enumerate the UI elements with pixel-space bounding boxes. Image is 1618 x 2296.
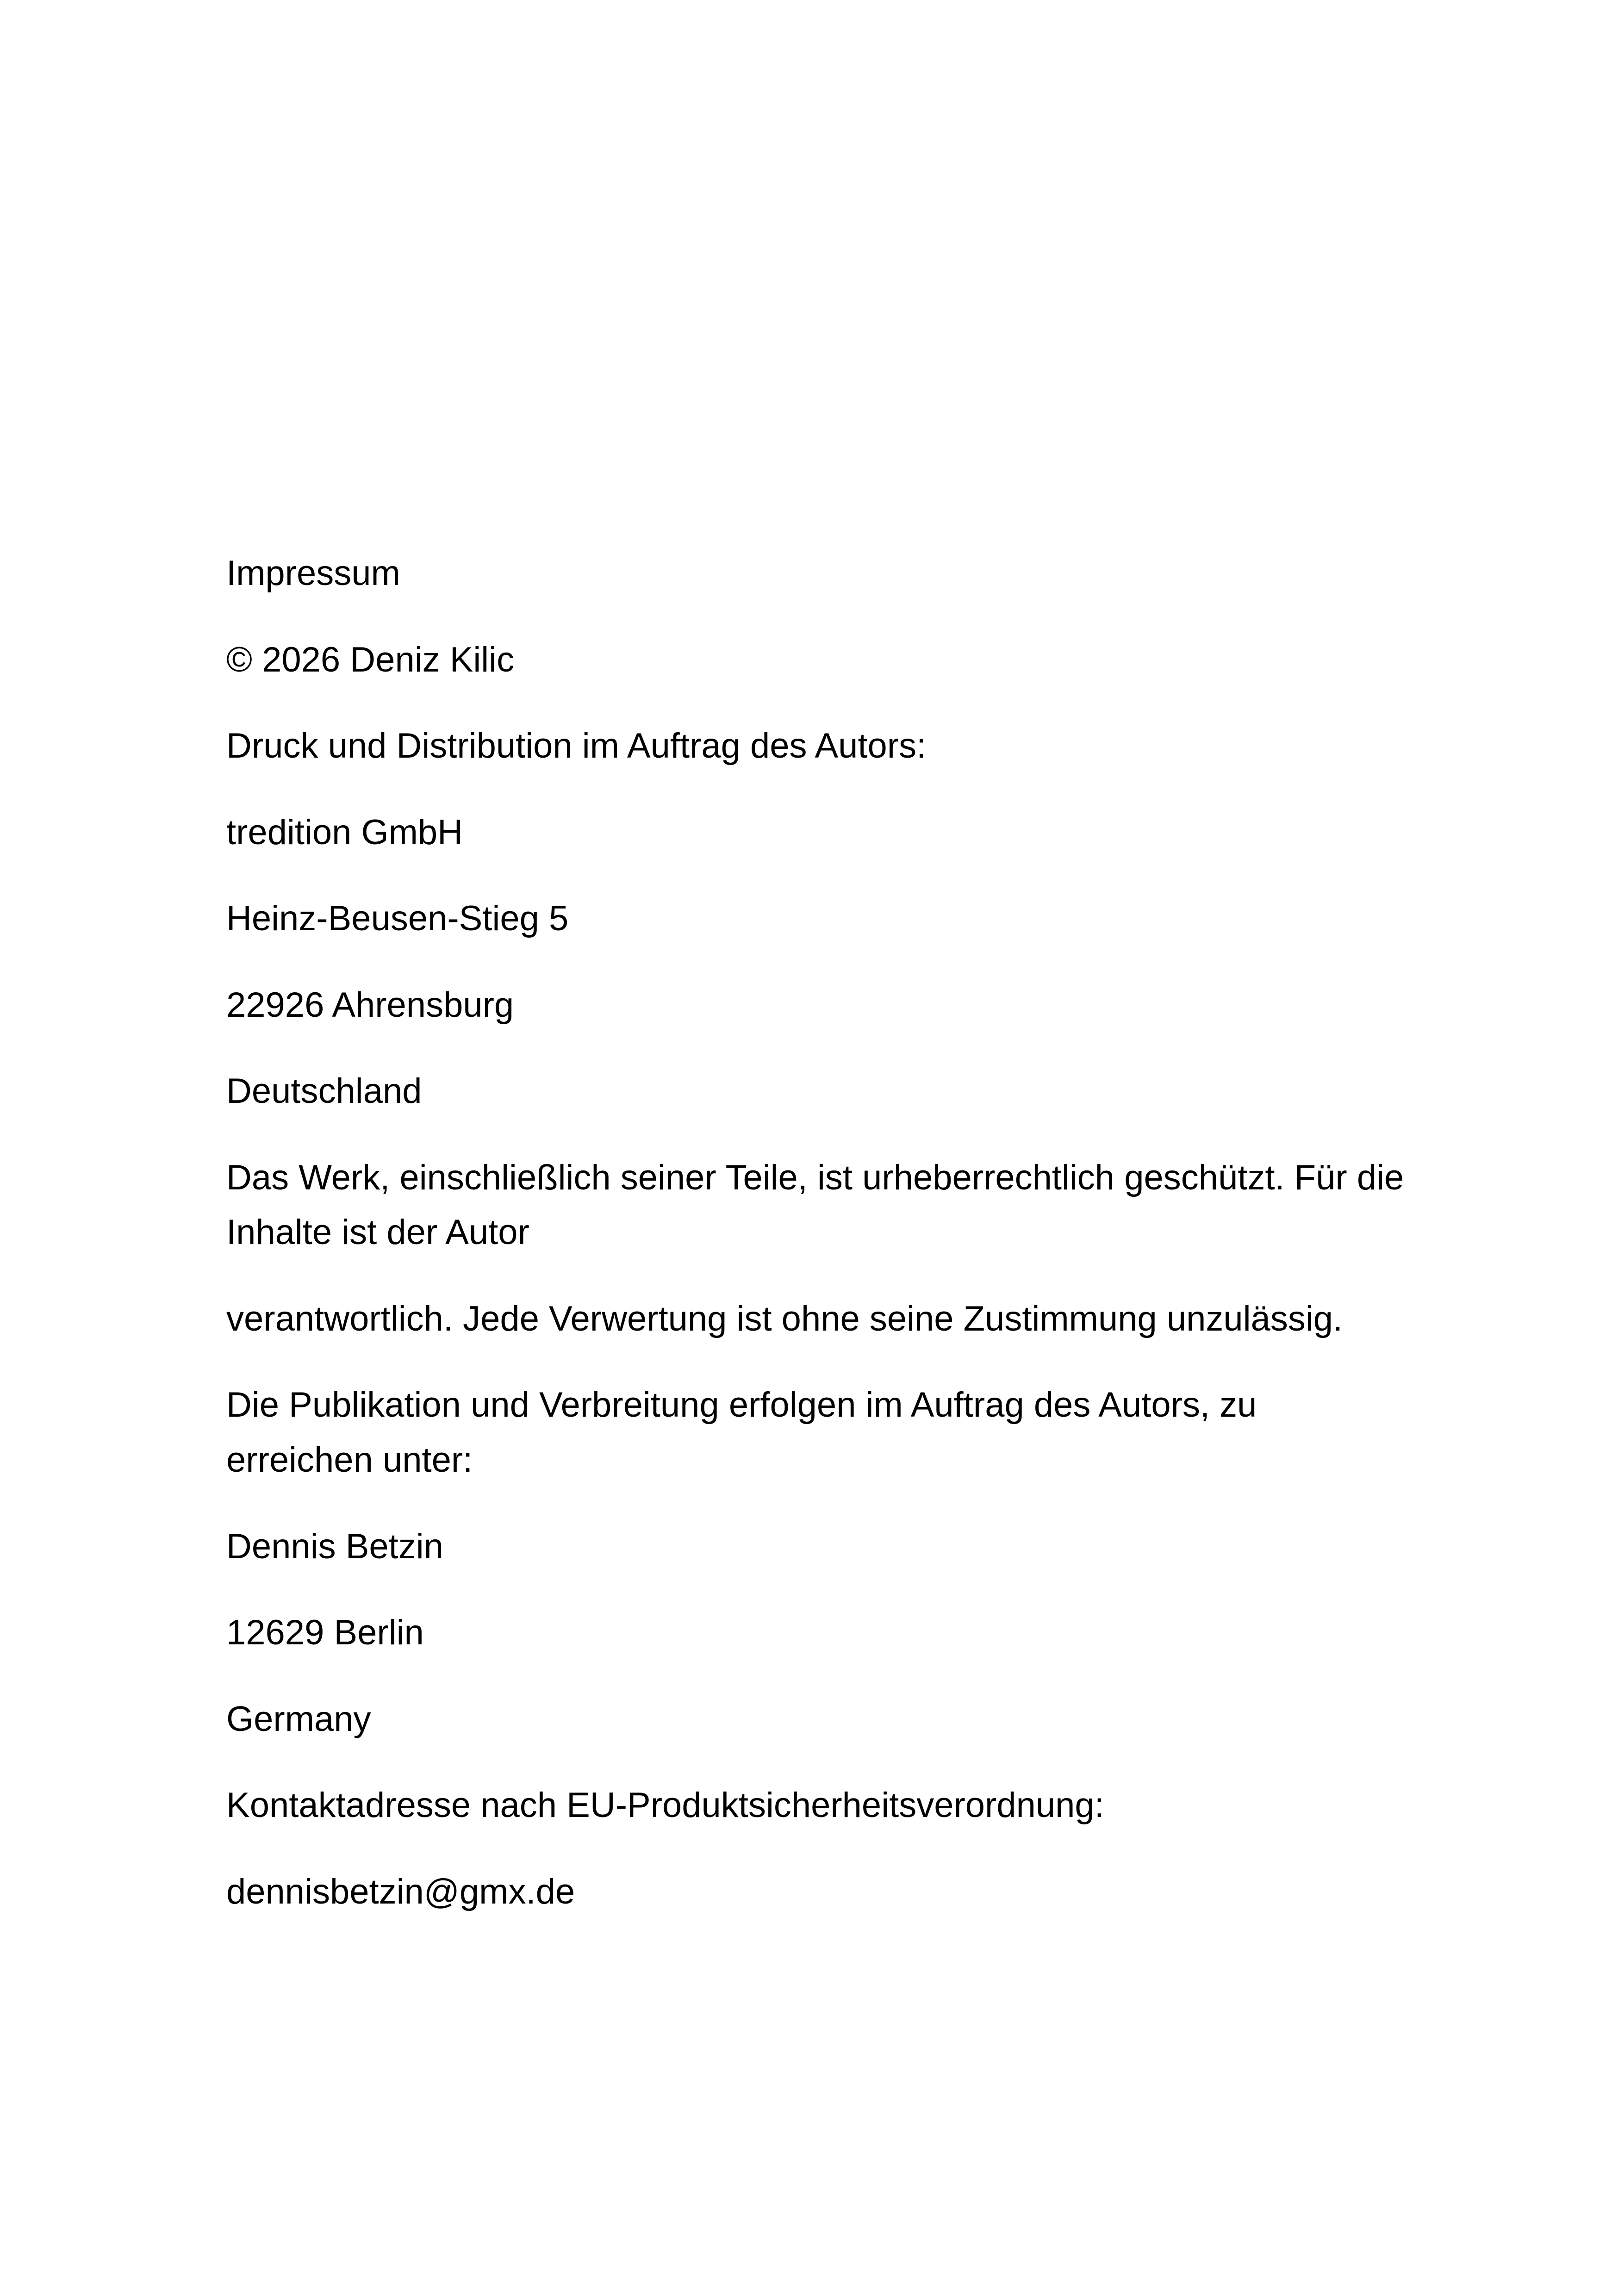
impressum-section	[226, 546, 1411, 1951]
contact-email: dennisbetzin@gmx.de	[226, 1872, 575, 1911]
publisher-city: 22926 Ahrensburg	[226, 985, 514, 1025]
contact-city: 12629 Berlin	[226, 1613, 424, 1653]
copyright-line: © 2026 Deniz Kilic	[226, 640, 515, 679]
copyright-notice-continued: verantwortlich. Jede Verwertung ist ohne seine Zustimmung unzulässig.	[226, 1299, 1343, 1338]
publication-note: Die Publikation und Verbreitung erfolgen im Auftrag des Autors, zu erreichen unter:	[226, 1385, 1257, 1480]
contact-address-label: Kontaktadresse nach EU-Produktsicherheitsverordnung:	[226, 1786, 1104, 1825]
publisher-street: Heinz-Beusen-Stieg 5	[226, 899, 569, 939]
distribution-note: Druck und Distribution im Auftrag des Autors:	[226, 726, 927, 766]
impressum-heading: Impressum	[226, 554, 400, 593]
copyright-notice: Das Werk, einschließlich seiner Teile, ist urheberrechtlich geschützt. Für die Inhalte ist der Autor	[226, 1157, 1404, 1252]
publisher-country: Deutschland	[226, 1071, 422, 1111]
contact-country: Germany	[226, 1699, 371, 1739]
publisher-name: tredition GmbH	[226, 812, 463, 852]
contact-name: Dennis Betzin	[226, 1526, 443, 1566]
